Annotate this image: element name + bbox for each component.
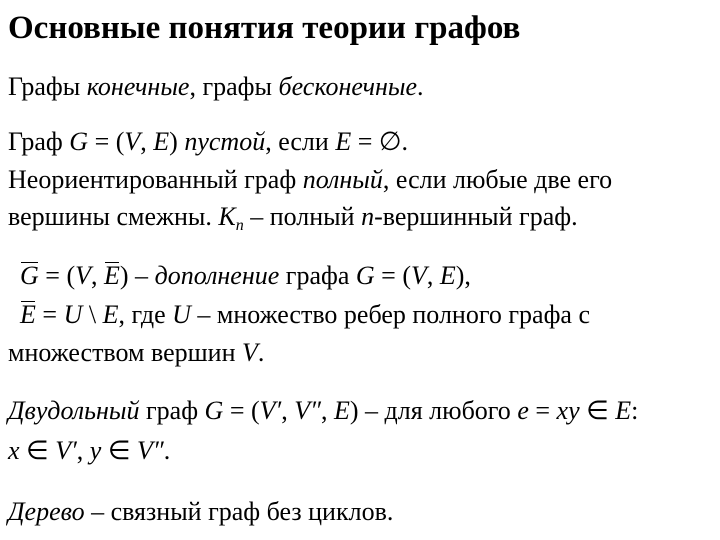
line-vertex-set: множеством вершин V.	[8, 338, 265, 367]
line-complement-edges: E = U \ E, где U – множество ребер полного графа с	[20, 300, 590, 329]
line-bipartite-condition: x ∈ V′, y ∈ V″.	[8, 436, 171, 465]
line-empty-graph: Граф G = (V, E) пустой, если E = ∅.	[8, 127, 409, 156]
line-finite-infinite: Графы конечные, графы бесконечные.	[8, 72, 424, 101]
line-complete-graph: Неориентированный граф полный, если любые две его	[8, 165, 613, 194]
line-kn: вершины смежны. $K_n$ – полный n-вершинный граф.	[8, 202, 578, 234]
line-tree: Дерево – связный граф без циклов.	[8, 497, 394, 526]
slide-title: Основные понятия теории графов	[8, 10, 521, 46]
line-complement: G = (V, E) – дополнение графа G = (V, E),	[20, 261, 471, 290]
line-bipartite: Двудольный граф G = (V′, V″, E) – для любого e = xy ∈ E:	[8, 396, 639, 425]
